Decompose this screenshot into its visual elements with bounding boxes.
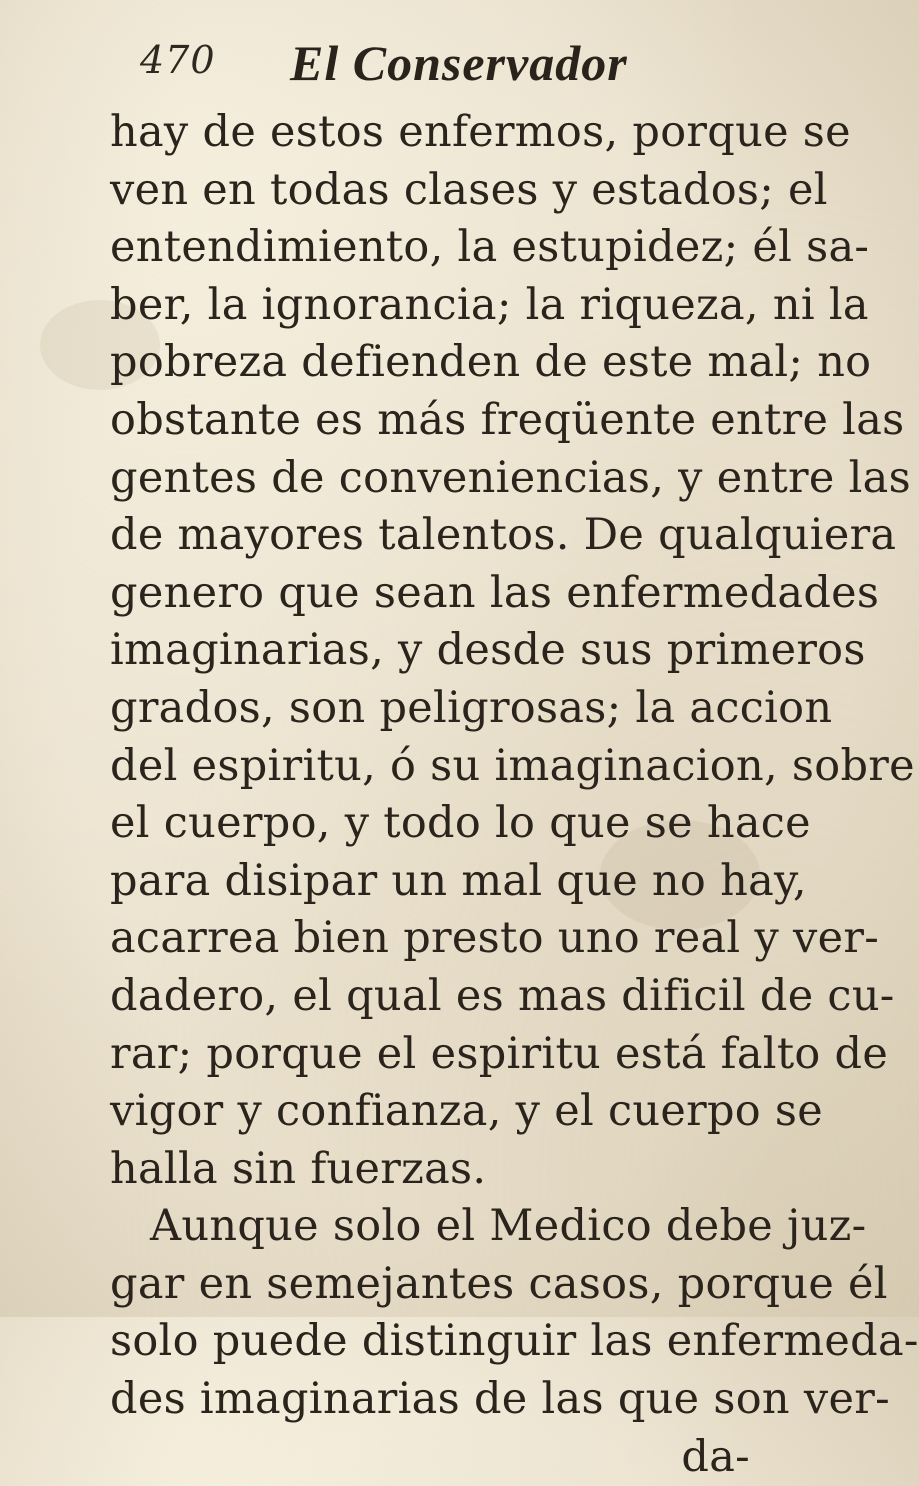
body-text xyxy=(110,104,919,1486)
text-line: genero que sean las enfermedades xyxy=(110,567,880,618)
text-line: ber, la ignorancia; la riqueza, ni la xyxy=(110,279,869,330)
text-line: dadero, el qual es mas dificil de cu- xyxy=(110,970,895,1021)
text-line: del espiritu, ó su imaginacion, sobre xyxy=(110,740,915,791)
text-line: imaginarias, y desde sus primeros xyxy=(110,625,866,676)
text-line: para disipar un mal que no hay, xyxy=(110,855,807,906)
text-line: gentes de conveniencias, y entre las xyxy=(110,452,911,503)
text-line: Aunque solo el Medico debe juz- xyxy=(150,1201,867,1252)
text-line: el cuerpo, y todo lo que se hace xyxy=(110,798,811,849)
text-line: vigor y confianza, y el cuerpo se xyxy=(110,1086,824,1137)
text-line: halla sin fuerzas. xyxy=(110,1143,487,1194)
text-line: gar en semejantes casos, porque él xyxy=(110,1258,888,1309)
text-line: des imaginarias de las que son ver- xyxy=(110,1374,890,1425)
page-number: 470 xyxy=(140,38,216,82)
running-title: El Conservador xyxy=(290,35,628,91)
text-line: ven en todas clases y estados; el xyxy=(110,164,828,215)
text-line: acarrea bien presto uno real y ver- xyxy=(110,913,880,964)
text-line: pobreza defienden de este mal; no xyxy=(110,337,872,388)
catchword: da- xyxy=(681,1431,750,1482)
text-line: de mayores talentos. De qualquiera xyxy=(110,510,897,561)
text-line: hay de estos enfermos, porque se xyxy=(110,107,851,157)
text-line: solo puede distinguir las enfermeda- xyxy=(110,1316,919,1367)
text-line: obstante es más freqüente entre las xyxy=(110,394,905,445)
text-line: grados, son peligrosas; la accion xyxy=(110,682,833,733)
text-line: entendimiento, la estupidez; él sa- xyxy=(110,222,870,273)
page-header xyxy=(140,34,740,104)
text-line: rar; porque el espiritu está falto de xyxy=(110,1028,889,1079)
